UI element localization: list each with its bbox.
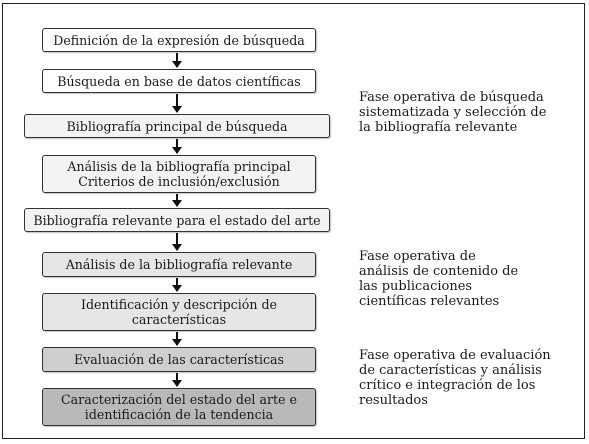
phase-note-line: la bibliografía relevante — [359, 120, 518, 135]
step-label: características — [131, 312, 227, 327]
phase-note-search — [359, 90, 583, 135]
flow-arrow — [176, 139, 178, 153]
phase-note-line: sistematizada y selección de — [359, 105, 547, 120]
step-box-state-of-art-characterization — [42, 388, 316, 426]
phase-note-line: de características y análisis — [359, 363, 542, 378]
step-label: Análisis de la bibliografía principal — [67, 159, 291, 174]
step-label: Análisis de la bibliografía relevante — [65, 257, 293, 272]
step-label: identificación de la tendencia — [84, 407, 274, 422]
phase-note-line: científicas relevantes — [359, 294, 500, 309]
phase-note-line: las publicaciones — [359, 279, 473, 294]
step-label: Evaluación de las características — [73, 352, 285, 367]
step-box-database-search — [42, 69, 316, 93]
step-box-main-bibliography — [24, 114, 330, 138]
flow-arrow — [176, 53, 178, 67]
step-box-characteristics-evaluation — [42, 347, 316, 372]
phase-note-evaluation — [359, 348, 583, 408]
step-box-relevant-bibliography — [24, 208, 330, 232]
phase-note-line: análisis de contenido de — [359, 264, 519, 279]
phase-note-line: resultados — [359, 393, 428, 408]
step-label: Búsqueda en base de datos científicas — [57, 73, 301, 89]
step-label: Identificación y descripción de — [81, 297, 277, 312]
phase-note-line: Fase operativa de evaluación — [359, 348, 551, 363]
flow-arrow — [176, 332, 178, 345]
step-box-characteristics-identification — [42, 293, 316, 331]
phase-note-line: Fase operativa de búsqueda — [359, 90, 544, 105]
flow-arrow — [176, 194, 178, 206]
flow-arrow — [176, 233, 178, 250]
phase-note-line: crítico e integración de los — [359, 378, 536, 393]
step-box-main-bibliography-analysis — [42, 155, 316, 193]
step-label: Caracterización del estado del arte e — [61, 392, 297, 407]
step-box-relevant-bibliography-analysis — [42, 252, 316, 277]
phase-note-line: Fase operativa de — [359, 249, 476, 264]
step-label: Bibliografía principal de búsqueda — [66, 118, 288, 134]
step-label: Bibliografía relevante para el estado del arte — [33, 212, 321, 228]
step-label: Definición de la expresión de búsqueda — [53, 32, 305, 48]
step-label: Criterios de inclusión/exclusión — [78, 174, 280, 189]
flow-arrow — [176, 373, 178, 386]
phase-note-content-analysis — [359, 249, 583, 309]
flow-arrow — [176, 278, 178, 291]
step-box-search-expression — [42, 28, 316, 52]
flow-arrow — [176, 94, 178, 112]
